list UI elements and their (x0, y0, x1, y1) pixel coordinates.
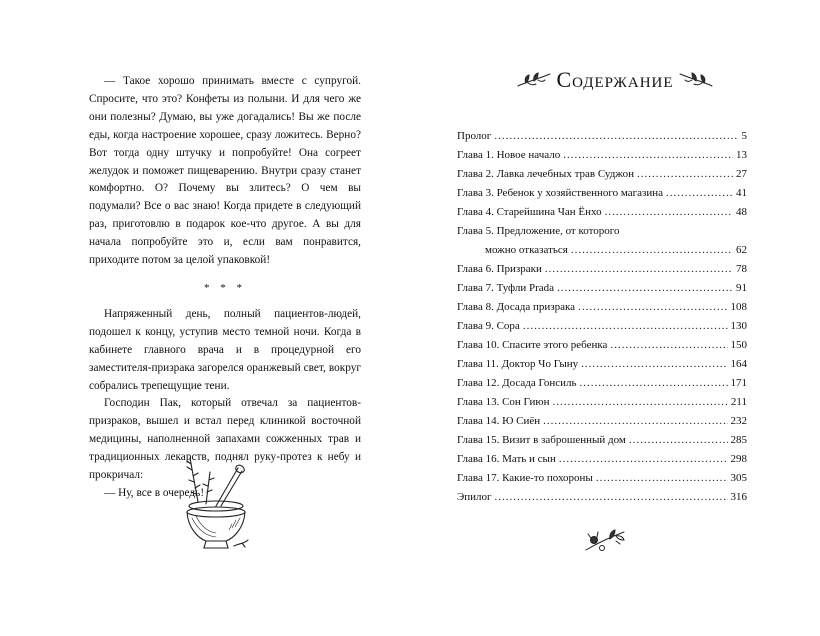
toc-leader (563, 149, 733, 161)
toc-page: 171 (730, 377, 747, 389)
toc-leader (523, 320, 728, 332)
toc-leader (629, 434, 728, 446)
toc-title: Глава 7. Туфли Prada (457, 282, 555, 294)
toc-title: Глава 11. Доктор Чо Гыну (457, 358, 579, 370)
toc-page: 130 (730, 320, 747, 332)
paragraph: Господин Пак, который отвечал за пациентов-призраков, вышел и встал перед клиникой восточной медицины, наполненной запахами сожженных трав и традиционных лекарств, поднял руку-протез к небу и прокричал: (89, 397, 361, 482)
toc-page: 78 (736, 263, 747, 275)
toc-entry[interactable] (457, 301, 747, 320)
toc-page: 232 (730, 415, 747, 427)
toc-leader (605, 206, 733, 218)
herb-sprig-icon (678, 70, 714, 90)
toc-page: 150 (730, 339, 747, 351)
toc-title: Глава 15. Визит в заброшенный дом (457, 434, 626, 446)
toc-page: 108 (730, 301, 747, 313)
mortar-and-pestle-icon (176, 450, 256, 552)
toc-leader (543, 415, 727, 427)
toc-title: Глава 4. Старейшина Чан Ёнхо (457, 206, 602, 218)
toc-entry[interactable] (457, 472, 747, 491)
toc-leader (581, 358, 727, 370)
toc-title: Пролог (457, 130, 492, 142)
toc-page: 91 (736, 282, 747, 294)
paragraph: Напряженный день, полный пациентов-людей, подошел к концу, уступив место темной ночи. Когда в кабинете главного врача и в процедурной его заместителя-призрака загорелся оранжевый свет, вокруг собрались трепещущие тени. (89, 307, 361, 392)
herb-flower-icon (580, 526, 630, 556)
toc-entry[interactable] (457, 282, 747, 301)
toc-title: Глава 9. Сора (457, 320, 520, 332)
toc-title: Глава 3. Ребенок у хозяйственного магазина (457, 187, 664, 199)
toc-title: Глава 13. Сон Гиюн (457, 396, 550, 408)
herb-sprig-icon (516, 70, 552, 90)
toc-entry[interactable] (457, 396, 747, 415)
toc-entry[interactable] (457, 187, 747, 206)
toc-title: Глава 10. Спасите этого ребенка (457, 339, 608, 351)
paragraph: — Такое хорошо принимать вместе с супругой. Спросите, что это? Конфеты из полыни. И для чего же они полезны? Думаю, вы уже догадались! Вы же после еды, когда настроение хорошее, сразу ложитесь. Верно? Вот тогда одну штучку и попробуйте! Она согреет желудок и поможет пищеварению. Внутри сразу станет комфортно. О? Почему вы злитесь? О чем вы подумали? Все о вас знаю! Когда придете в следующий раз, приготовлю в подарок кое-что другое. А вы для начала попробуйте это и, если вам понравится, приходите потом за целой упаковкой! (89, 75, 361, 267)
toc-title: Глава 16. Мать и сын (457, 453, 556, 465)
toc-page: 285 (730, 434, 747, 446)
toc-entry[interactable] (457, 434, 747, 453)
toc-page: 62 (736, 244, 747, 256)
toc-title: Глава 2. Лавка лечебных трав Суджон (457, 168, 635, 180)
toc-entry-continuation[interactable] (457, 244, 747, 263)
toc-entry[interactable] (457, 168, 747, 187)
toc-title: Глава 6. Призраки (457, 263, 542, 275)
toc-leader (571, 244, 733, 256)
table-of-contents (457, 130, 747, 510)
toc-leader (557, 282, 733, 294)
right-page (410, 0, 820, 636)
toc-page: 48 (736, 206, 747, 218)
toc-page: 27 (736, 168, 747, 180)
toc-page: 41 (736, 187, 747, 199)
toc-entry[interactable] (457, 206, 747, 225)
toc-leader (580, 377, 728, 389)
toc-leader (545, 263, 733, 275)
page-title: Содержание (556, 67, 674, 92)
toc-page: 5 (741, 130, 747, 142)
toc-title: Глава 14. Ю Сиён (457, 415, 541, 427)
toc-entry[interactable] (457, 377, 747, 396)
paragraph: — Ну, все в очередь! (104, 486, 205, 499)
toc-entry[interactable] (457, 225, 747, 244)
toc-page: 298 (730, 453, 747, 465)
toc-entry[interactable] (457, 263, 747, 282)
toc-title: Глава 12. Досада Гонсиль (457, 377, 577, 389)
toc-page: 164 (730, 358, 747, 370)
toc-entry[interactable] (457, 130, 747, 149)
toc-entry[interactable] (457, 339, 747, 358)
toc-entry[interactable] (457, 453, 747, 472)
toc-title: Эпилог (457, 491, 492, 503)
toc-title: можно отказаться (485, 244, 568, 256)
toc-title: Глава 17. Какие-то похороны (457, 472, 593, 484)
toc-entry[interactable] (457, 415, 747, 434)
toc-leader (637, 168, 733, 180)
toc-leader (495, 491, 728, 503)
toc-entry[interactable] (457, 358, 747, 377)
toc-entry[interactable] (457, 491, 747, 510)
toc-leader (494, 130, 738, 142)
toc-entry[interactable] (457, 149, 747, 168)
toc-leader (578, 301, 727, 313)
toc-leader (553, 396, 728, 408)
toc-title: Глава 1. Новое начало (457, 149, 561, 161)
prose-block (89, 73, 361, 503)
toc-page: 305 (730, 472, 747, 484)
toc-page: 316 (730, 491, 747, 503)
toc-leader (666, 187, 733, 199)
toc-leader (559, 453, 728, 465)
toc-leader (610, 339, 727, 351)
toc-page: 211 (730, 396, 747, 408)
toc-leader (596, 472, 728, 484)
toc-title: Глава 8. Досада призрака (457, 301, 576, 313)
toc-entry[interactable] (457, 320, 747, 339)
toc-title: Глава 5. Предложение, от которого (457, 225, 620, 237)
toc-page: 13 (736, 149, 747, 161)
toc-header (410, 67, 820, 93)
section-separator: * * * (204, 281, 246, 294)
